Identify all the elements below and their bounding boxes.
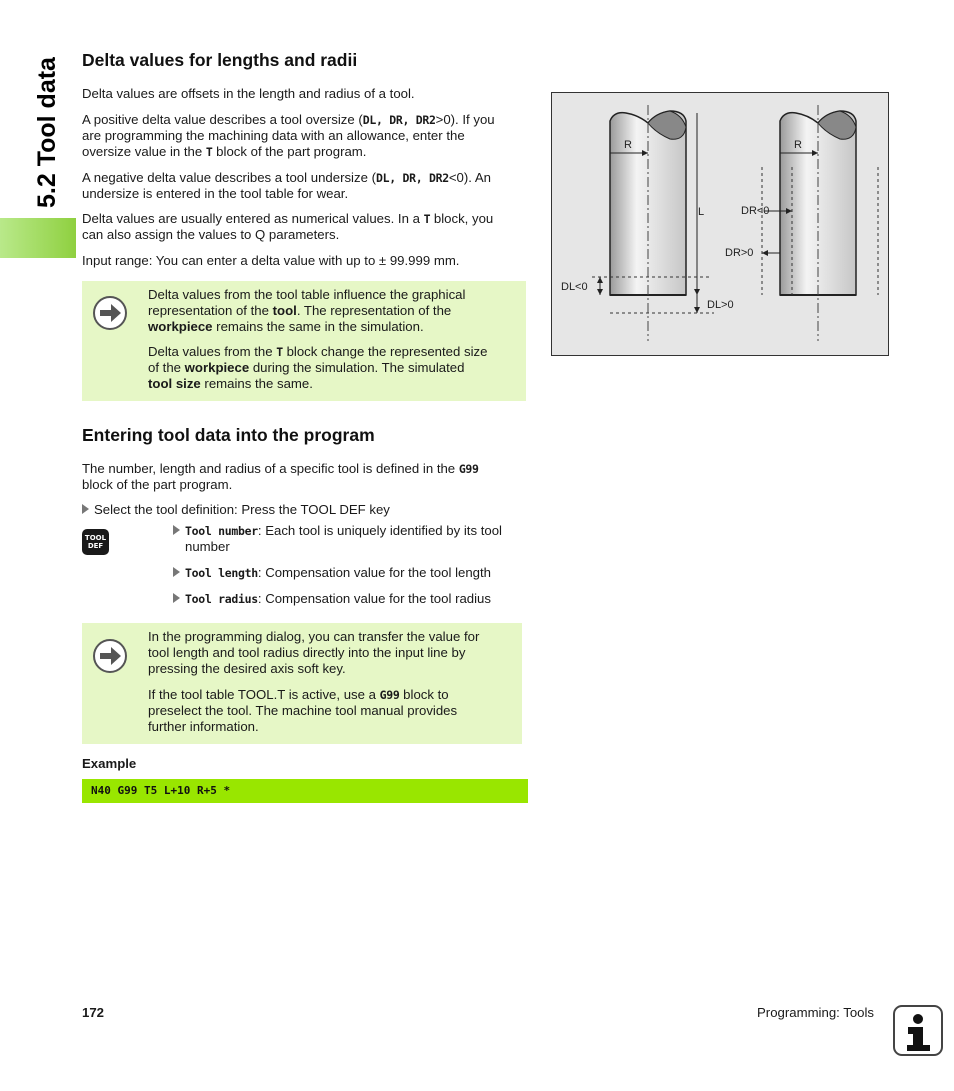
- arrow-right-circle-icon: [92, 638, 128, 674]
- list-item-tool-number: Tool number: Each tool is uniquely identified by its tool number: [173, 523, 528, 555]
- bullet-triangle-icon: [173, 525, 180, 535]
- note2-paragraph-2: If the tool table TOOL.T is active, use a G99 block to preselect the tool. The machine tool manual provides further information.: [148, 687, 458, 734]
- footer-chapter: Programming: Tools: [757, 1005, 875, 1020]
- bullet-triangle-icon: [82, 504, 89, 514]
- section-heading-delta-values: Delta values for lengths and radii: [82, 50, 358, 70]
- label-dl-neg: DL<0: [561, 281, 588, 293]
- label-r-left: R: [624, 139, 632, 151]
- chapter-tab: [0, 218, 76, 258]
- tool-delta-diagram: [552, 93, 888, 355]
- info-icon: [893, 1005, 943, 1056]
- chapter-title: 5.2 Tool data: [33, 57, 61, 208]
- paragraph-negative-delta: A negative delta value describes a tool undersize (DL, DR, DR2<0). An undersize is entered in the tool table for wear.: [82, 170, 492, 201]
- page-number: 172: [82, 1005, 105, 1020]
- note2-paragraph-1: In the programming dialog, you can transfer the value for tool length and tool radius directly into the input line by pressing the desired axis soft key.: [148, 629, 480, 676]
- list-item-tool-radius: Tool radius: Compensation value for the tool radius: [173, 591, 491, 607]
- step-select-tool-def: Select the tool definition: Press the TOOL DEF key: [82, 502, 390, 518]
- paragraph-input-range: Input range: You can enter a delta value with up to ± 99.999 mm.: [82, 253, 460, 268]
- example-code-block: [82, 779, 528, 803]
- label-r-right: R: [794, 139, 802, 151]
- bullet-triangle-icon: [173, 567, 180, 577]
- arrow-right-circle-icon: [92, 295, 128, 331]
- delta-values-figure: [551, 92, 889, 356]
- paragraph-numerical-values: Delta values are usually entered as numerical values. In a T block, you can also assign the values to Q parameters.: [82, 211, 494, 242]
- note1-paragraph-2: Delta values from the T block change the represented size of the workpiece during the simulation. The simulated tool size remains the same.: [148, 344, 488, 391]
- bullet-triangle-icon: [173, 593, 180, 603]
- label-dr-pos: DR>0: [725, 247, 754, 259]
- label-dl-pos: DL>0: [707, 299, 734, 311]
- example-code: N40 G99 T5 L+10 R+5 *: [91, 784, 231, 797]
- paragraph-delta-intro: Delta values are offsets in the length and radius of a tool.: [82, 86, 415, 101]
- paragraph-positive-delta: A positive delta value describes a tool oversize (DL, DR, DR2>0). If you are programming the machining data with an allowance, enter the oversize value in the T block of the part program.: [82, 112, 495, 159]
- tool-def-key-icon: TOOL DEF: [82, 529, 109, 555]
- label-dr-neg: DR<0: [741, 205, 770, 217]
- list-item-tool-length: Tool length: Compensation value for the tool length: [173, 565, 491, 581]
- label-l: L: [698, 206, 705, 218]
- paragraph-g99-intro: The number, length and radius of a specific tool is defined in the G99 block of the part program.: [82, 461, 479, 492]
- section-heading-entering-tool-data: Entering tool data into the program: [82, 425, 375, 445]
- example-label: Example: [82, 756, 137, 771]
- note1-paragraph-1: Delta values from the tool table influence the graphical representation of the tool. The representation of the workpiece remains the same in the simulation.: [148, 287, 466, 334]
